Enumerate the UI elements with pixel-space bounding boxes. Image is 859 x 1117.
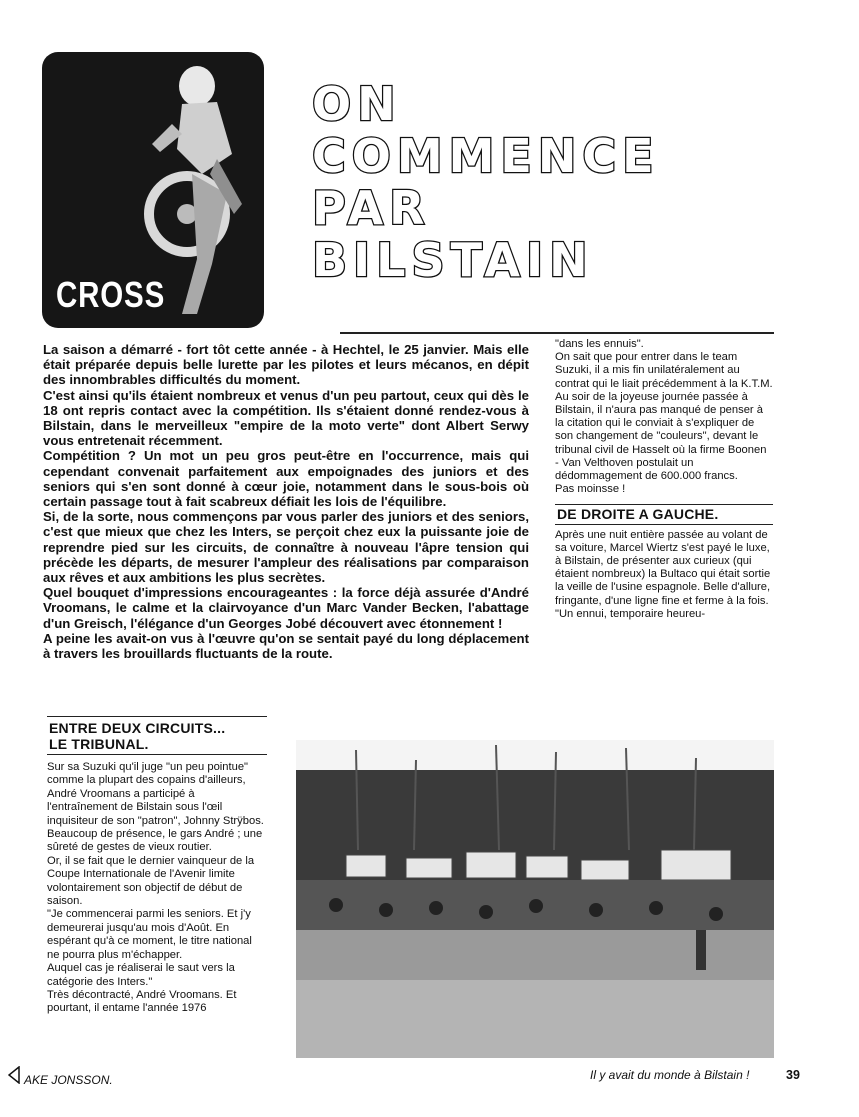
title-line-4: BILSTAIN [312,233,594,287]
intro-paragraph: Si, de la sorte, nous commençons par vous parler des juniors et des seniors, c'est que mieux que chez les Inters, se perçoit chez eux la puissante joie de reprendre pied sur les circuits, de connaître à nouveau l'âpre tension qui précède les départs, de mesurer l'ampleur des réalisations par comparaison aux rêves et aux ambitions les plus secrètes. [43,509,529,586]
right-paragraph: "Un ennui, temporaire heureu- [555,607,706,620]
intro-paragraph: A peine les avait-on vus à l'œuvre qu'on se sentait payé du long déplacement à travers les brouillards fluctuants de la route. [43,630,529,662]
intro-text [43,342,529,661]
intro-paragraph: C'est ainsi qu'ils étaient nombreux et venus d'un peu partout, ceux qui dès le 18 ont repris contact avec la compétition. Ils s'étaient donné rendez-vous à Bilstain, dans le merveilleux "empire de la moto verte" dont Albert Serwy vous entretenait récemment. [43,387,529,449]
intro-paragraph: Quel bouquet d'impressions encourageantes : la force déjà assurée d'André Vroomans, le calme et la clairvoyance d'un Marc Vander Becken, l'abattage d'un Greisch, l'élégance d'un Georges Jobé découvert avec étonnement ! [43,585,529,631]
cross-badge [42,52,264,328]
arrow-left-icon [8,1066,20,1087]
section-heading-tribunal [47,716,267,755]
title-line-1: ON [312,77,402,131]
section-heading-droite-gauche: DE DROITE A GAUCHE. [555,504,773,524]
left-paragraph: Très décontracté, André Vroomans. Et pourtant, il entame l'année 1976 [47,988,237,1015]
top-divider [340,332,774,334]
right-column [555,338,773,621]
credit-text: AKE JONSSON. [24,1073,113,1087]
right-paragraph: On sait que pour entrer dans le team Suzuki, il a mis fin unilatéralement au contrat qui le liait précédemment à la K.T.M. [555,351,773,390]
article-title [312,78,732,286]
heading-line-1: ENTRE DEUX CIRCUITS... [49,720,226,736]
photo-credit [8,1066,113,1087]
photo-caption: Il y avait du monde à Bilstain ! [590,1068,750,1082]
title-line-3: PAR [312,181,431,235]
right-paragraph: Pas moinsse ! [555,483,626,496]
left-paragraph: Or, il se fait que le dernier vainqueur de la Coupe Internationale de l'Avenir limite volontairement son objectif de début de saison. [47,854,255,908]
title-line-2: COMMENCE [312,129,660,183]
left-paragraph: Auquel cas je réaliserai le saut vers la catégorie des Inters." [47,962,235,988]
right-paragraph: Au soir de la joyeuse journée passée à Bilstain, il n'aura pas manqué de penser à la citation qui le conviait à s'expliquer de son changement de "couleurs", devant le tribunal civil de Hasselt où la firme Boonen - Van Velthoven postulait un dédommagement de 600.000 francs. [555,390,767,483]
left-paragraph: Sur sa Suzuki qu'il juge "un peu pointue" comme la plupart des copains d'ailleurs, André Vroomans a participé à l'entraînement de Bilstain sous l'œil inquisiteur de son "patron", Johnny Strÿbos. Beaucoup de présence, le gars André ; une sûreté de gestes de vieux routier. [47,761,264,854]
intro-paragraph: Compétition ? Un mot un peu gros peut-être en l'occurrence, mais qui cependant convenait parfaitement aux empoignades des juniors et des seniors qui s'en sont donné à cœur joie, notamment dans le sous-bois où certain passage tout à fait scabreux défiait les lois de l'équilibre. [43,448,529,510]
page-number: 39 [786,1068,800,1082]
right-paragraph: Après une nuit entière passée au volant de sa voiture, Marcel Wiertz s'est payé le luxe, à Bilstain, de présenter aux curieux (qui étaient nombreux) la Bultaco qui était sortie la veille de l'usine espagnole. Belle d'allure, fringante, d'une ligne fine et ferme à la fois. [555,528,771,607]
bilstain-crowd-photo [296,740,774,1058]
heading-line-2: LE TRIBUNAL. [49,736,149,752]
left-column [47,716,267,1016]
left-paragraph: "Je commencerai parmi les seniors. Et j'y demeurerai jusqu'au mois d'Août. En espérant qu'à ce moment, le titre national ne pourra plus m'échapper. [47,908,252,961]
intro-paragraph: La saison a démarré - fort tôt cette année - à Hechtel, le 25 janvier. Mais elle était préparée depuis belle lurette par les pilotes et leurs mécanos, en dépit des innombrables difficultés du moment. [43,342,529,388]
right-paragraph: "dans les ennuis". [555,338,644,350]
badge-label: CROSS [56,274,166,315]
